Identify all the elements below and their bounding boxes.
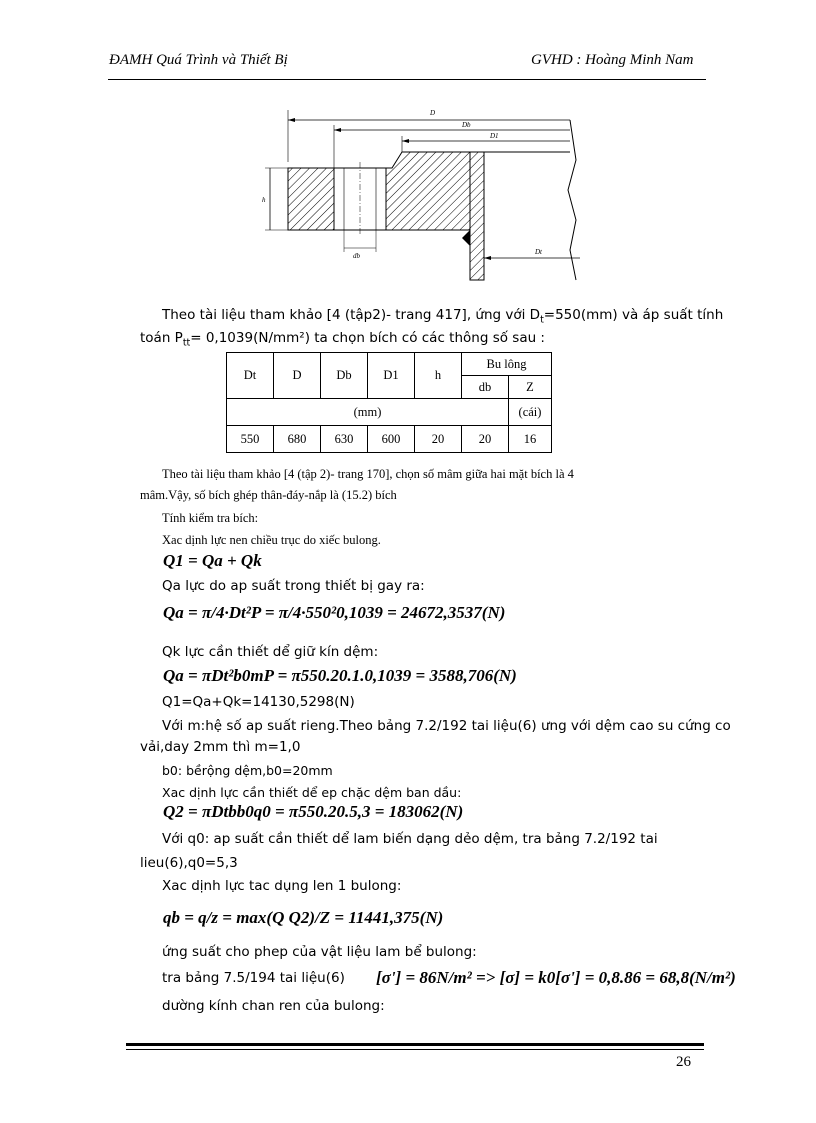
col-db: Db [321, 353, 368, 399]
label-Db: Db [462, 121, 471, 129]
initial-force-text: Xac dịnh lực cần thiết dể ep chặc dệm ban dầu: [162, 785, 462, 800]
page-number: 26 [676, 1054, 691, 1070]
axial-force-text: Xac dịnh lực nen chiều trục do xiếc bulong. [162, 533, 381, 547]
qa-text: Qa lực do ap suất trong thiết bị gay ra: [162, 578, 425, 594]
check-heading: Tính kiểm tra bích: [162, 511, 259, 525]
bolt-force-text: Xac dịnh lực tac dụng len 1 bulong: [162, 878, 402, 894]
label-db: db [353, 252, 360, 260]
label-h: h [262, 196, 266, 204]
col-bolt-z: Z [509, 376, 552, 399]
value-dt: 550 [227, 426, 274, 453]
unit-mm: (mm) [227, 399, 509, 426]
equation-qk: Qa = πDt²b0mP = π550.20.1.0,1039 = 3588,706(N) [163, 666, 517, 685]
stress-ref: tra bảng 7.5/194 tai liệu(6) [162, 970, 345, 986]
col-dt: Dt [227, 353, 274, 399]
m-line2: vải,day 2mm thì m=1,0 [140, 739, 301, 755]
footer-rule-thin [126, 1049, 704, 1050]
col-d1: D1 [368, 353, 415, 399]
label-Dt: Dt [535, 248, 542, 256]
qk-text: Qk lực cần thiết dể giữ kín dệm: [162, 644, 379, 660]
paragraph1-line2: toán $P_{tt}= 0,1039(N/mm^2)$ ta chọn bích có các thông số sau : [140, 330, 545, 349]
value-z: 16 [509, 426, 552, 453]
paragraph1-line1: Theo tài liệu tham khảo [4 (tập2)- trang 417], ứng với $D_t=550(mm)$ và áp suất tính [162, 307, 724, 326]
stress-text: ứng suất cho phep của vật liệu lam bể bulong: [162, 944, 477, 960]
col-h: h [415, 353, 462, 399]
equation-stress: [σ'] = 86N/m² => [σ] = k0[σ'] = 0,8.86 = 68,8(N/m²) [376, 968, 736, 987]
col-bolt-db: db [462, 376, 509, 399]
label-D1: D1 [490, 132, 499, 140]
unit-cai: (cái) [509, 399, 552, 426]
equation-q2: Q2 = πDtbb0q0 = π550.20.5,3 = 183062(N) [163, 802, 464, 821]
col-bolt: Bu lông [462, 353, 552, 376]
value-d: 680 [274, 426, 321, 453]
b0-line: b0: bềrộng dệm,b0=20mm [162, 763, 333, 778]
header-right: GVHD : Hoàng Minh Nam [531, 52, 694, 68]
value-bolt-db: 20 [462, 426, 509, 453]
footer-rule-thick [126, 1043, 704, 1046]
equation-q1: Q1 = Qa + Qk [163, 551, 262, 570]
q0-line2: lieu(6),q0=5,3 [140, 855, 238, 871]
value-db: 630 [321, 426, 368, 453]
label-D: D [430, 109, 436, 117]
q1-result: Q1=Qa+Qk=14130,5298(N) [162, 694, 355, 710]
flange-diagram [250, 100, 600, 290]
equation-qb: qb = q/z = max(Q Q2)/Z = 11441,375(N) [163, 908, 444, 927]
q0-line1: Với q0: ap suất cần thiết dể lam biến dạng dẻo dệm, tra bảng 7.2/192 tai [162, 831, 658, 847]
diameter-text: dường kính chan ren của bulong: [162, 998, 385, 1014]
value-h: 20 [415, 426, 462, 453]
p2-line2: mâm.Vậy, số bích ghép thân-đáy-nắp là (15.2) bích [140, 488, 397, 502]
header-left: ĐAMH Quá Trình và Thiết Bị [109, 52, 288, 68]
equation-qa: Qa = π/4·Dt²P = π/4·550²0,1039 = 24672,3537(N) [163, 603, 506, 622]
value-d1: 600 [368, 426, 415, 453]
p2-line1: Theo tài liệu tham khảo [4 (tập 2)- trang 170], chọn số mâm giữa hai mặt bích là 4 [162, 467, 574, 481]
col-d: D [274, 353, 321, 399]
m-line1: Với m:hệ số ap suất rieng.Theo bảng 7.2/192 tai liệu(6) ưng với dệm cao su cứng co [162, 718, 731, 734]
header-rule [108, 79, 706, 80]
flange-spec-table [226, 352, 552, 453]
